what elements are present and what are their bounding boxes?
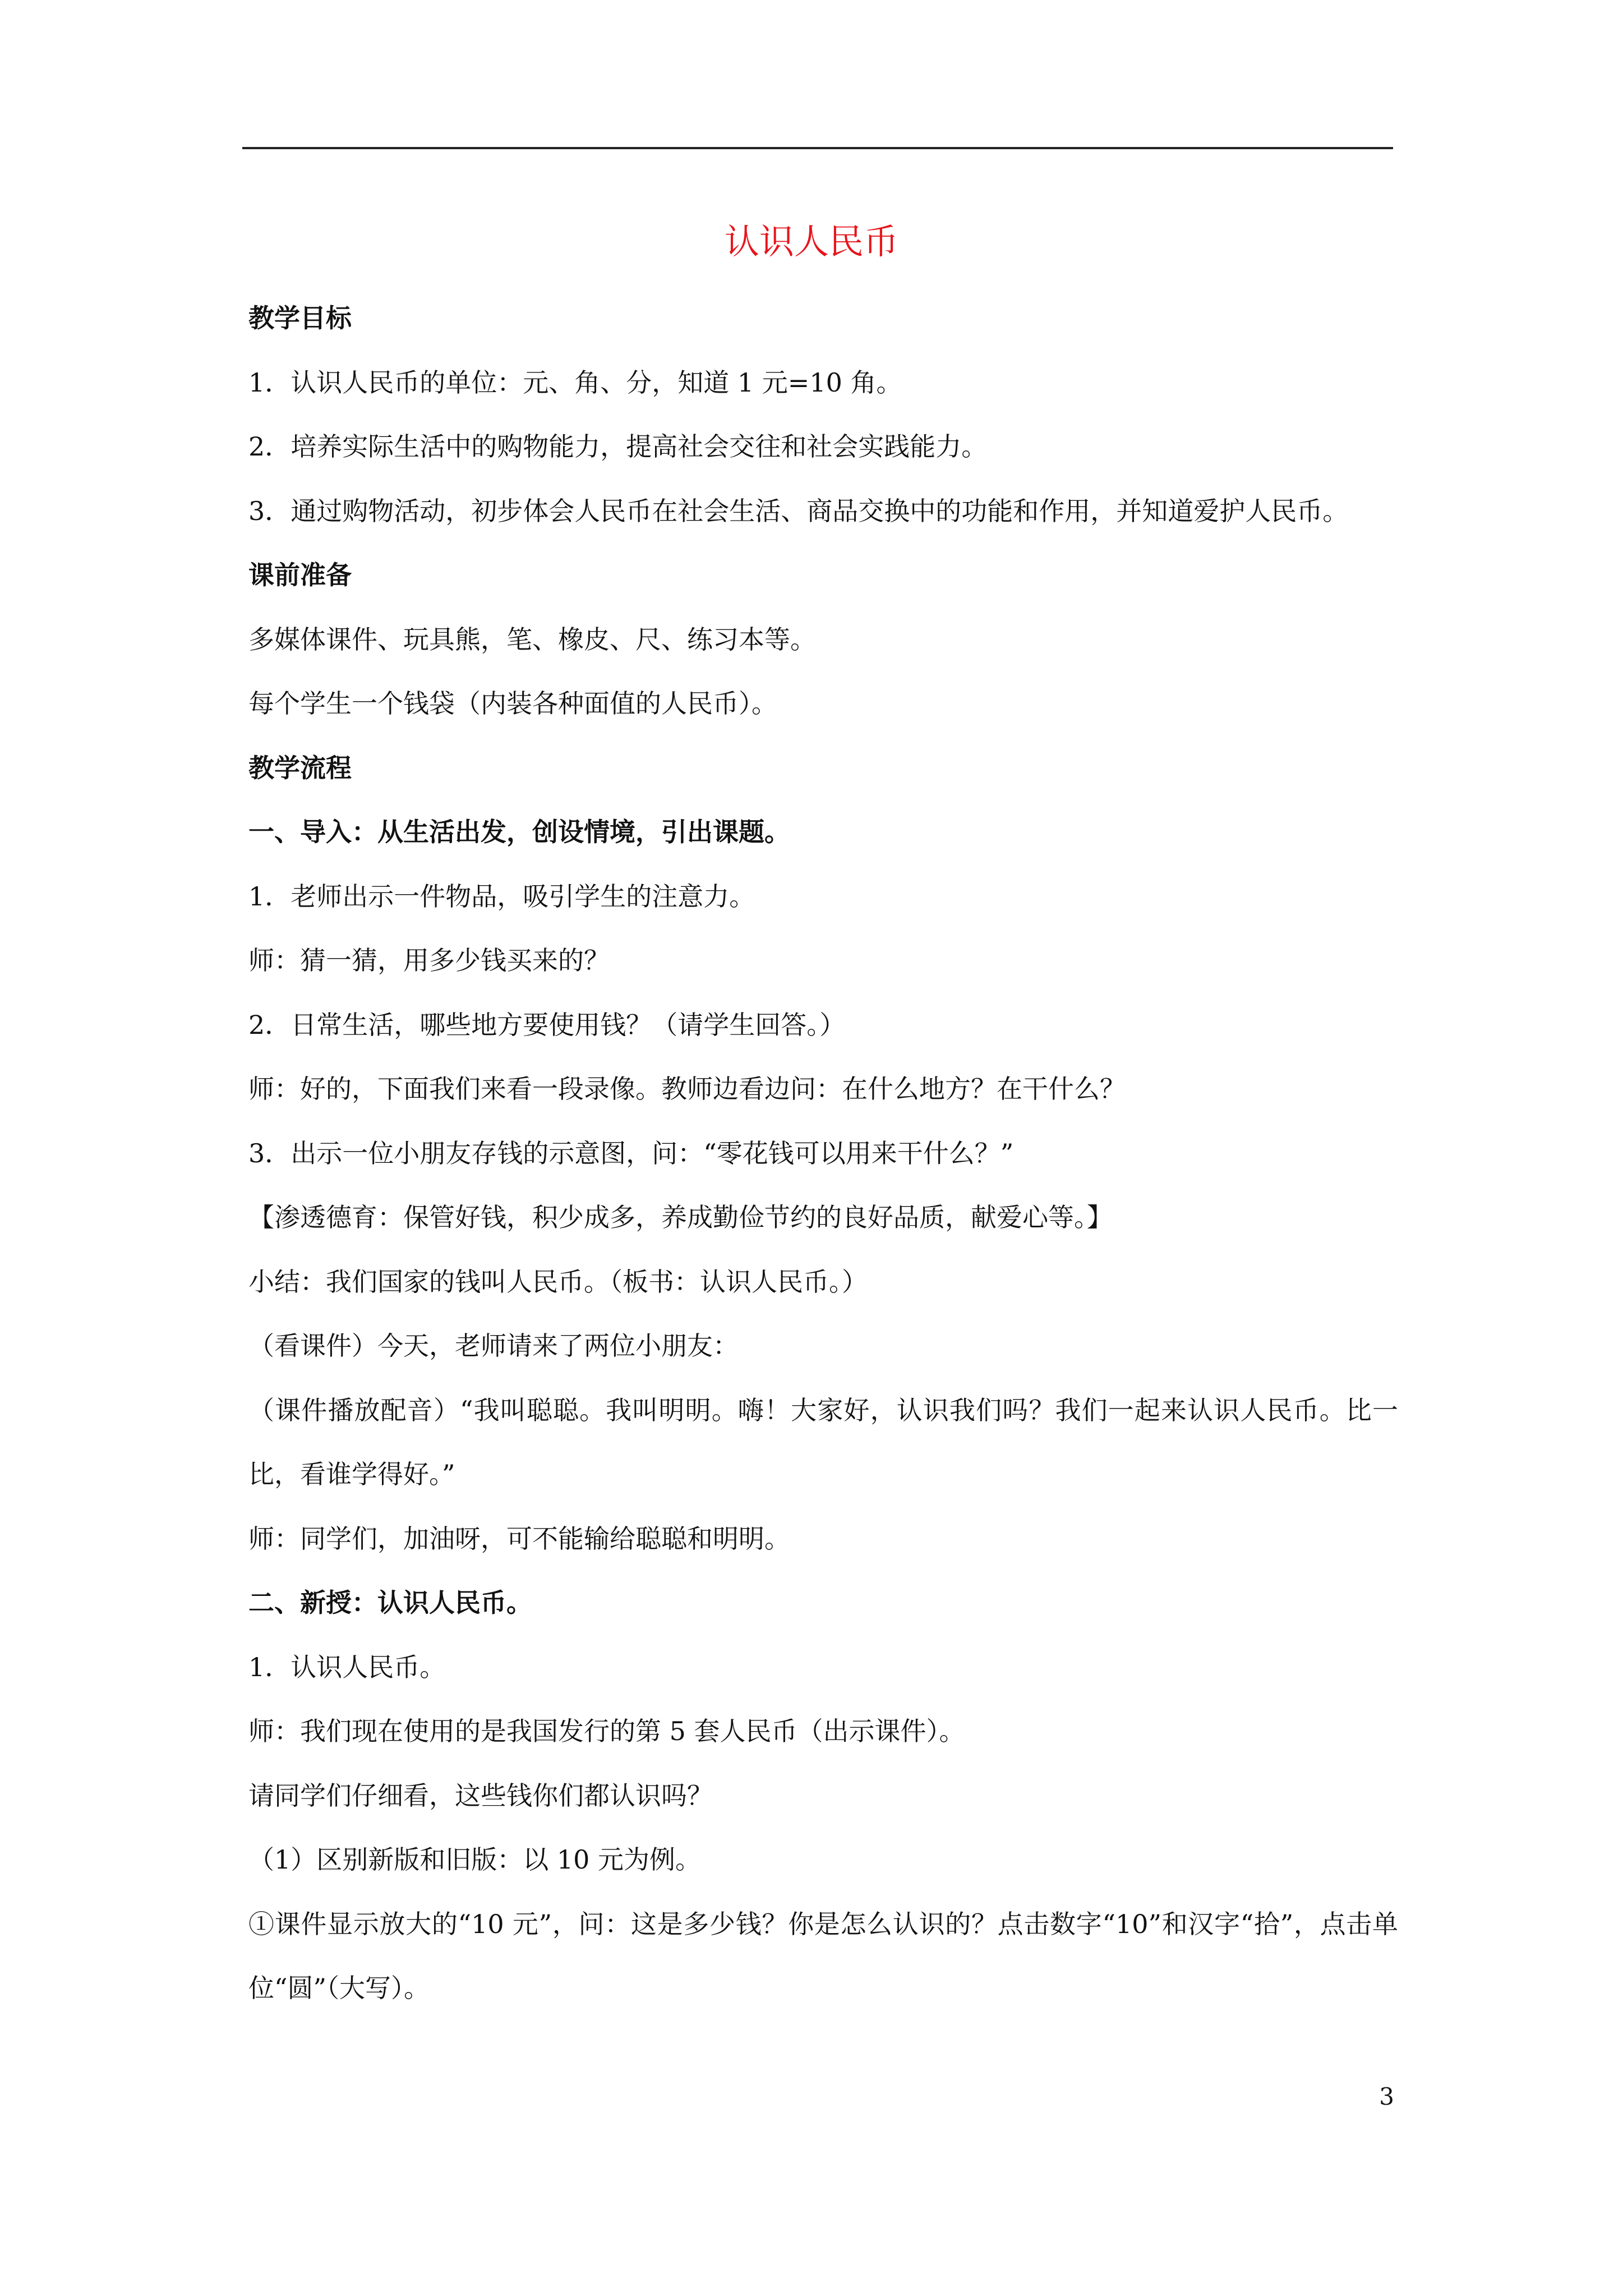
section-heading-prep: 课前准备 [248,560,352,590]
paragraph: 师：猜一猜，用多少钱买来的？ [248,945,610,976]
section-heading-goals: 教学目标 [248,303,352,333]
page-title: 认识人民币 [724,221,898,262]
paragraph: 小结：我们国家的钱叫人民币。（板书：认识人民币。） [248,1266,868,1297]
paragraph: 1．认识人民币。 [248,1651,446,1682]
paragraph: 师：我们现在使用的是我国发行的第 5 套人民币（出示课件）。 [248,1716,965,1746]
paragraph: 师：同学们，加油呀，可不能输给聪聪和明明。 [248,1523,790,1554]
document-body [248,286,1398,2021]
paragraph: 请同学们仔细看，这些钱你们都认识吗？ [248,1780,713,1811]
paragraph: 师：好的，下面我们来看一段录像。教师边看边问：在什么地方？在干什么？ [248,1074,1126,1104]
paragraph: 1．认识人民币的单位：元、角、分，知道 1 元=10 角。 [248,367,902,398]
header-rule [242,147,1393,149]
paragraph: （看课件）今天，老师请来了两位小朋友： [248,1331,739,1361]
paragraph: ①课件显示放大的“10 元”，问：这是多少钱？你是怎么认识的？点击数字“10”和汉字“拾”，点击单位“圆”（大写）。 [248,1908,1398,2003]
paragraph: 1．老师出示一件物品，吸引学生的注意力。 [248,881,755,912]
subsection-heading-intro: 一、导入：从生活出发，创设情境，引出课题。 [248,817,790,847]
paragraph: 【渗透德育：保管好钱，积少成多，养成勤俭节约的良好品质，献爱心等。】 [248,1202,1113,1232]
paragraph: （1）区别新版和旧版：以 10 元为例。 [248,1844,702,1875]
paragraph: 2．日常生活，哪些地方要使用钱？（请学生回答。） [248,1009,846,1040]
page-number: 3 [1379,2083,1394,2110]
subsection-heading-new: 二、新授：认识人民币。 [248,1588,532,1618]
paragraph: 3．出示一位小朋友存钱的示意图，问：“零花钱可以用来干什么？” [248,1138,1014,1168]
paragraph: 多媒体课件、玩具熊，笔、橡皮、尺、练习本等。 [248,624,816,655]
paragraph: （课件播放配音）“我叫聪聪。我叫明明。嗨！大家好，认识我们吗？我们一起来认识人民币。比一比，看谁学得好。” [248,1395,1398,1489]
paragraph: 3．通过购物活动，初步体会人民币在社会生活、商品交换中的功能和作用，并知道爱护人民币。 [248,495,1349,526]
section-heading-flow: 教学流程 [248,752,352,783]
paragraph: 每个学生一个钱袋（内装各种面值的人民币）。 [248,688,777,719]
paragraph: 2．培养实际生活中的购物能力，提高社会交往和社会实践能力。 [248,431,988,462]
